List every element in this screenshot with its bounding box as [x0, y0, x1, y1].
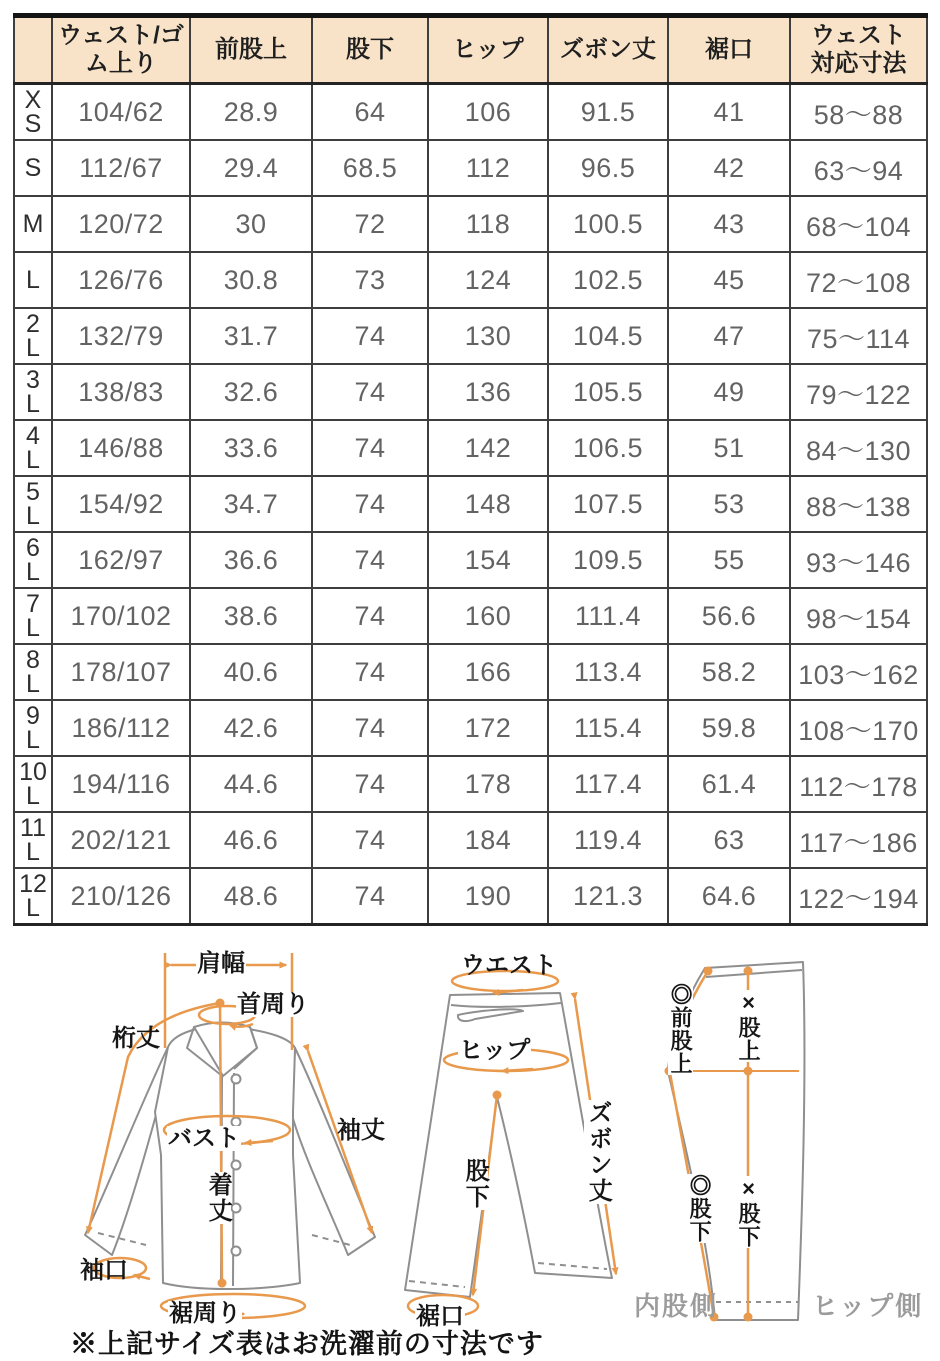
size-value-cell: 121.3 [548, 868, 668, 925]
size-value-cell: 38.6 [190, 588, 312, 644]
shirt-sleeve-length-label: 袖丈 [337, 1117, 385, 1144]
size-value-cell: 113.4 [548, 644, 668, 700]
size-value-cell: 68〜104 [790, 196, 927, 252]
size-value-cell: 56.6 [668, 588, 790, 644]
table-row [14, 756, 927, 812]
size-value-cell: 160 [428, 588, 548, 644]
size-label: 6 L [14, 532, 52, 588]
shirt-shoulder-width-label: 肩幅 [197, 950, 245, 977]
shirt-cuff-opening-label: 袖口 [80, 1257, 128, 1284]
size-value-cell: 112〜178 [790, 756, 927, 812]
size-value-cell: 166 [428, 644, 548, 700]
size-label: S [14, 140, 52, 196]
size-value-cell: 172 [428, 700, 548, 756]
size-value-cell: 74 [312, 756, 428, 812]
header-corner-cell [14, 16, 52, 84]
size-value-cell: 46.6 [190, 812, 312, 868]
size-value-cell: 79〜122 [790, 364, 927, 420]
size-table-body [14, 84, 927, 925]
header-front-rise: 前股上 [190, 16, 312, 84]
size-value-cell: 74 [312, 868, 428, 925]
table-row [14, 588, 927, 644]
size-value-cell: 109.5 [548, 532, 668, 588]
flat-front-rise-label: ◎前股上 [668, 983, 694, 1075]
size-value-cell: 72〜108 [790, 252, 927, 308]
size-value-cell: 132/79 [52, 308, 190, 364]
size-value-cell: 84〜130 [790, 420, 927, 476]
size-value-cell: 112 [428, 140, 548, 196]
size-value-cell: 138/83 [52, 364, 190, 420]
size-value-cell: 51 [668, 420, 790, 476]
size-value-cell: 75〜114 [790, 308, 927, 364]
table-row [14, 532, 927, 588]
header-pants-length: ズボン丈 [548, 16, 668, 84]
table-row [14, 476, 927, 532]
size-value-cell: 28.9 [190, 84, 312, 141]
size-value-cell: 154 [428, 532, 548, 588]
size-value-cell: 170/102 [52, 588, 190, 644]
size-value-cell: 142 [428, 420, 548, 476]
size-value-cell: 33.6 [190, 420, 312, 476]
size-value-cell: 106 [428, 84, 548, 141]
header-inseam: 股下 [312, 16, 428, 84]
size-value-cell: 124 [428, 252, 548, 308]
size-value-cell: 186/112 [52, 700, 190, 756]
table-row [14, 700, 927, 756]
table-row [14, 420, 927, 476]
header-waist-elastic: ウェスト/ゴム上り [52, 16, 190, 84]
size-value-cell: 72 [312, 196, 428, 252]
pants-hip-label: ヒップ [459, 1037, 531, 1064]
size-value-cell: 59.8 [668, 700, 790, 756]
shirt-neck-around-label: 首周り [237, 991, 309, 1018]
size-value-cell: 162/97 [52, 532, 190, 588]
size-value-cell: 43 [668, 196, 790, 252]
flat-hip-side-label: ヒップ側 [812, 1291, 924, 1321]
size-value-cell: 36.6 [190, 532, 312, 588]
size-value-cell: 103〜162 [790, 644, 927, 700]
size-value-cell: 106.5 [548, 420, 668, 476]
size-label: 10 L [14, 756, 52, 812]
table-row [14, 812, 927, 868]
size-value-cell: 111.4 [548, 588, 668, 644]
size-value-cell: 104.5 [548, 308, 668, 364]
size-value-cell: 42 [668, 140, 790, 196]
size-value-cell: 53 [668, 476, 790, 532]
size-value-cell: 100.5 [548, 196, 668, 252]
size-value-cell: 41 [668, 84, 790, 141]
size-value-cell: 34.7 [190, 476, 312, 532]
size-value-cell: 122〜194 [790, 868, 927, 925]
size-value-cell: 40.6 [190, 644, 312, 700]
header-row [14, 16, 927, 84]
header-waist-range: ウェスト対応寸法 [790, 16, 927, 84]
size-value-cell: 64.6 [668, 868, 790, 925]
pants-length-label: ズボン丈 [584, 1100, 612, 1204]
size-value-cell: 88〜138 [790, 476, 927, 532]
header-hip: ヒップ [428, 16, 548, 84]
size-label: 3 L [14, 364, 52, 420]
size-value-cell: 30.8 [190, 252, 312, 308]
size-label: 7 L [14, 588, 52, 644]
size-value-cell: 61.4 [668, 756, 790, 812]
table-row [14, 196, 927, 252]
size-value-cell: 74 [312, 364, 428, 420]
pants-inseam-label: 股下 [461, 1158, 489, 1210]
size-label: 12 L [14, 868, 52, 925]
size-table [13, 13, 928, 926]
size-label: 4 L [14, 420, 52, 476]
size-label: X S [14, 84, 52, 141]
size-value-cell: 184 [428, 812, 548, 868]
size-value-cell: 146/88 [52, 420, 190, 476]
size-value-cell: 190 [428, 868, 548, 925]
size-value-cell: 74 [312, 420, 428, 476]
size-value-cell: 74 [312, 476, 428, 532]
size-value-cell: 63〜94 [790, 140, 927, 196]
size-value-cell: 48.6 [190, 868, 312, 925]
header-hem-opening: 裾口 [668, 16, 790, 84]
size-value-cell: 130 [428, 308, 548, 364]
size-value-cell: 29.4 [190, 140, 312, 196]
size-value-cell: 93〜146 [790, 532, 927, 588]
size-value-cell: 49 [668, 364, 790, 420]
pre-wash-note: ※上記サイズ表はお洗濯前の寸法です [70, 1329, 544, 1359]
size-value-cell: 98〜154 [790, 588, 927, 644]
flat-inner-thigh-side-label: 内股側 [634, 1291, 719, 1321]
table-row [14, 252, 927, 308]
size-value-cell: 74 [312, 700, 428, 756]
size-value-cell: 58〜88 [790, 84, 927, 141]
size-table-header [14, 16, 927, 84]
size-value-cell: 96.5 [548, 140, 668, 196]
size-value-cell: 45 [668, 252, 790, 308]
size-value-cell: 68.5 [312, 140, 428, 196]
size-value-cell: 32.6 [190, 364, 312, 420]
size-value-cell: 108〜170 [790, 700, 927, 756]
size-value-cell: 63 [668, 812, 790, 868]
table-row [14, 84, 927, 141]
size-value-cell: 136 [428, 364, 548, 420]
size-label: 2 L [14, 308, 52, 364]
size-value-cell: 64 [312, 84, 428, 141]
table-row [14, 308, 927, 364]
size-label: 9 L [14, 700, 52, 756]
size-value-cell: 58.2 [668, 644, 790, 700]
size-value-cell: 47 [668, 308, 790, 364]
size-value-cell: 117.4 [548, 756, 668, 812]
shirt-yuki-length-label: 桁丈 [112, 1025, 160, 1052]
size-value-cell: 148 [428, 476, 548, 532]
size-value-cell: 178 [428, 756, 548, 812]
size-value-cell: 74 [312, 308, 428, 364]
size-value-cell: 107.5 [548, 476, 668, 532]
table-row [14, 644, 927, 700]
size-value-cell: 31.7 [190, 308, 312, 364]
size-value-cell: 91.5 [548, 84, 668, 141]
table-row [14, 868, 927, 925]
size-value-cell: 115.4 [548, 700, 668, 756]
pants-hem-opening-label: 裾口 [416, 1303, 464, 1330]
size-value-cell: 117〜186 [790, 812, 927, 868]
size-label: M [14, 196, 52, 252]
size-value-cell: 73 [312, 252, 428, 308]
size-value-cell: 55 [668, 532, 790, 588]
size-value-cell: 74 [312, 532, 428, 588]
size-value-cell: 210/126 [52, 868, 190, 925]
pants-waist-label: ウエスト [461, 952, 557, 979]
size-value-cell: 74 [312, 588, 428, 644]
size-value-cell: 120/72 [52, 196, 190, 252]
flat-inseam-straight-label: ×股下 [736, 1176, 762, 1248]
size-value-cell: 119.4 [548, 812, 668, 868]
size-value-cell: 102.5 [548, 252, 668, 308]
size-value-cell: 112/67 [52, 140, 190, 196]
table-row [14, 140, 927, 196]
size-value-cell: 44.6 [190, 756, 312, 812]
size-value-cell: 42.6 [190, 700, 312, 756]
flat-inseam-curve-label: ◎股下 [687, 1174, 713, 1243]
size-value-cell: 178/107 [52, 644, 190, 700]
size-label: 8 L [14, 644, 52, 700]
size-value-cell: 30 [190, 196, 312, 252]
shirt-bust-label: バスト [168, 1125, 240, 1152]
shirt-body-length-label: 着丈 [204, 1172, 232, 1224]
table-row [14, 364, 927, 420]
size-label: 11 L [14, 812, 52, 868]
flat-rise-label: ×股上 [736, 990, 762, 1062]
size-value-cell: 104/62 [52, 84, 190, 141]
size-label: L [14, 252, 52, 308]
size-value-cell: 154/92 [52, 476, 190, 532]
size-label: 5 L [14, 476, 52, 532]
size-value-cell: 194/116 [52, 756, 190, 812]
size-value-cell: 126/76 [52, 252, 190, 308]
size-value-cell: 118 [428, 196, 548, 252]
size-value-cell: 202/121 [52, 812, 190, 868]
shirt-hem-around-label: 裾周り [169, 1300, 241, 1327]
size-value-cell: 74 [312, 812, 428, 868]
size-value-cell: 105.5 [548, 364, 668, 420]
size-value-cell: 74 [312, 644, 428, 700]
